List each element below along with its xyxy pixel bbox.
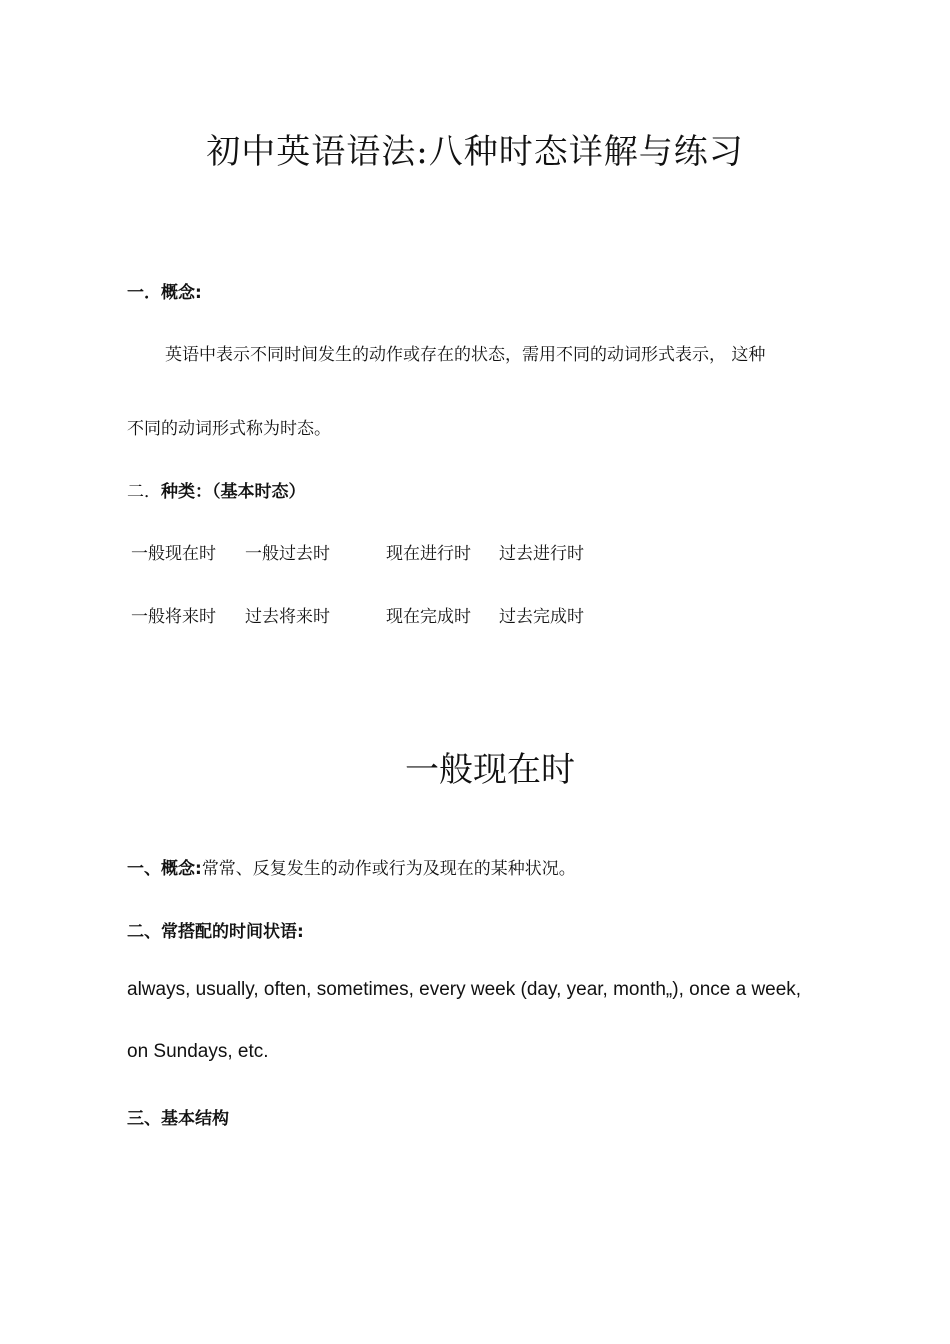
document-title: 初中英语语法:八种时态详解与练习 [206, 132, 744, 172]
structure-heading: 三、基本结构 [127, 1109, 229, 1129]
concept-heading: 一．概念: [127, 283, 202, 303]
types-heading [127, 477, 306, 502]
tense-item: 过去进行时 [499, 544, 584, 564]
types-heading-text: 种类：（基本时态） [161, 482, 306, 502]
adverbials-heading: 二、常搭配的时间状语: [127, 922, 304, 942]
concept-paragraph-line-1: 英语中表示不同时间发生的动作或存在的状态，需用不同的动词形式表示， 这种 [165, 345, 766, 365]
adverbials-line-1: always, usually, often, sometimes, every week (day, year, month„), once a week, [127, 979, 802, 1000]
types-heading-number: 二． [127, 482, 161, 502]
section-title-simple-present: 一般现在时 [405, 750, 575, 790]
tense-item: 过去将来时 [245, 607, 330, 627]
tense-item: 现在进行时 [386, 544, 471, 564]
tense-item: 现在完成时 [386, 607, 471, 627]
tense-item: 一般过去时 [245, 544, 330, 564]
simple-present-concept-text: 常常、反复发生的动作或行为及现在的某种状况。 [201, 859, 576, 879]
simple-present-concept-label: 一、概念: [127, 859, 202, 879]
concept-paragraph-line-2: 不同的动词形式称为时态。 [127, 419, 331, 439]
tense-item: 一般将来时 [131, 607, 216, 627]
tense-item: 过去完成时 [499, 607, 584, 627]
adverbials-line-2: on Sundays, etc. [127, 1041, 269, 1062]
simple-present-concept [127, 854, 576, 879]
tense-item: 一般现在时 [131, 544, 216, 564]
